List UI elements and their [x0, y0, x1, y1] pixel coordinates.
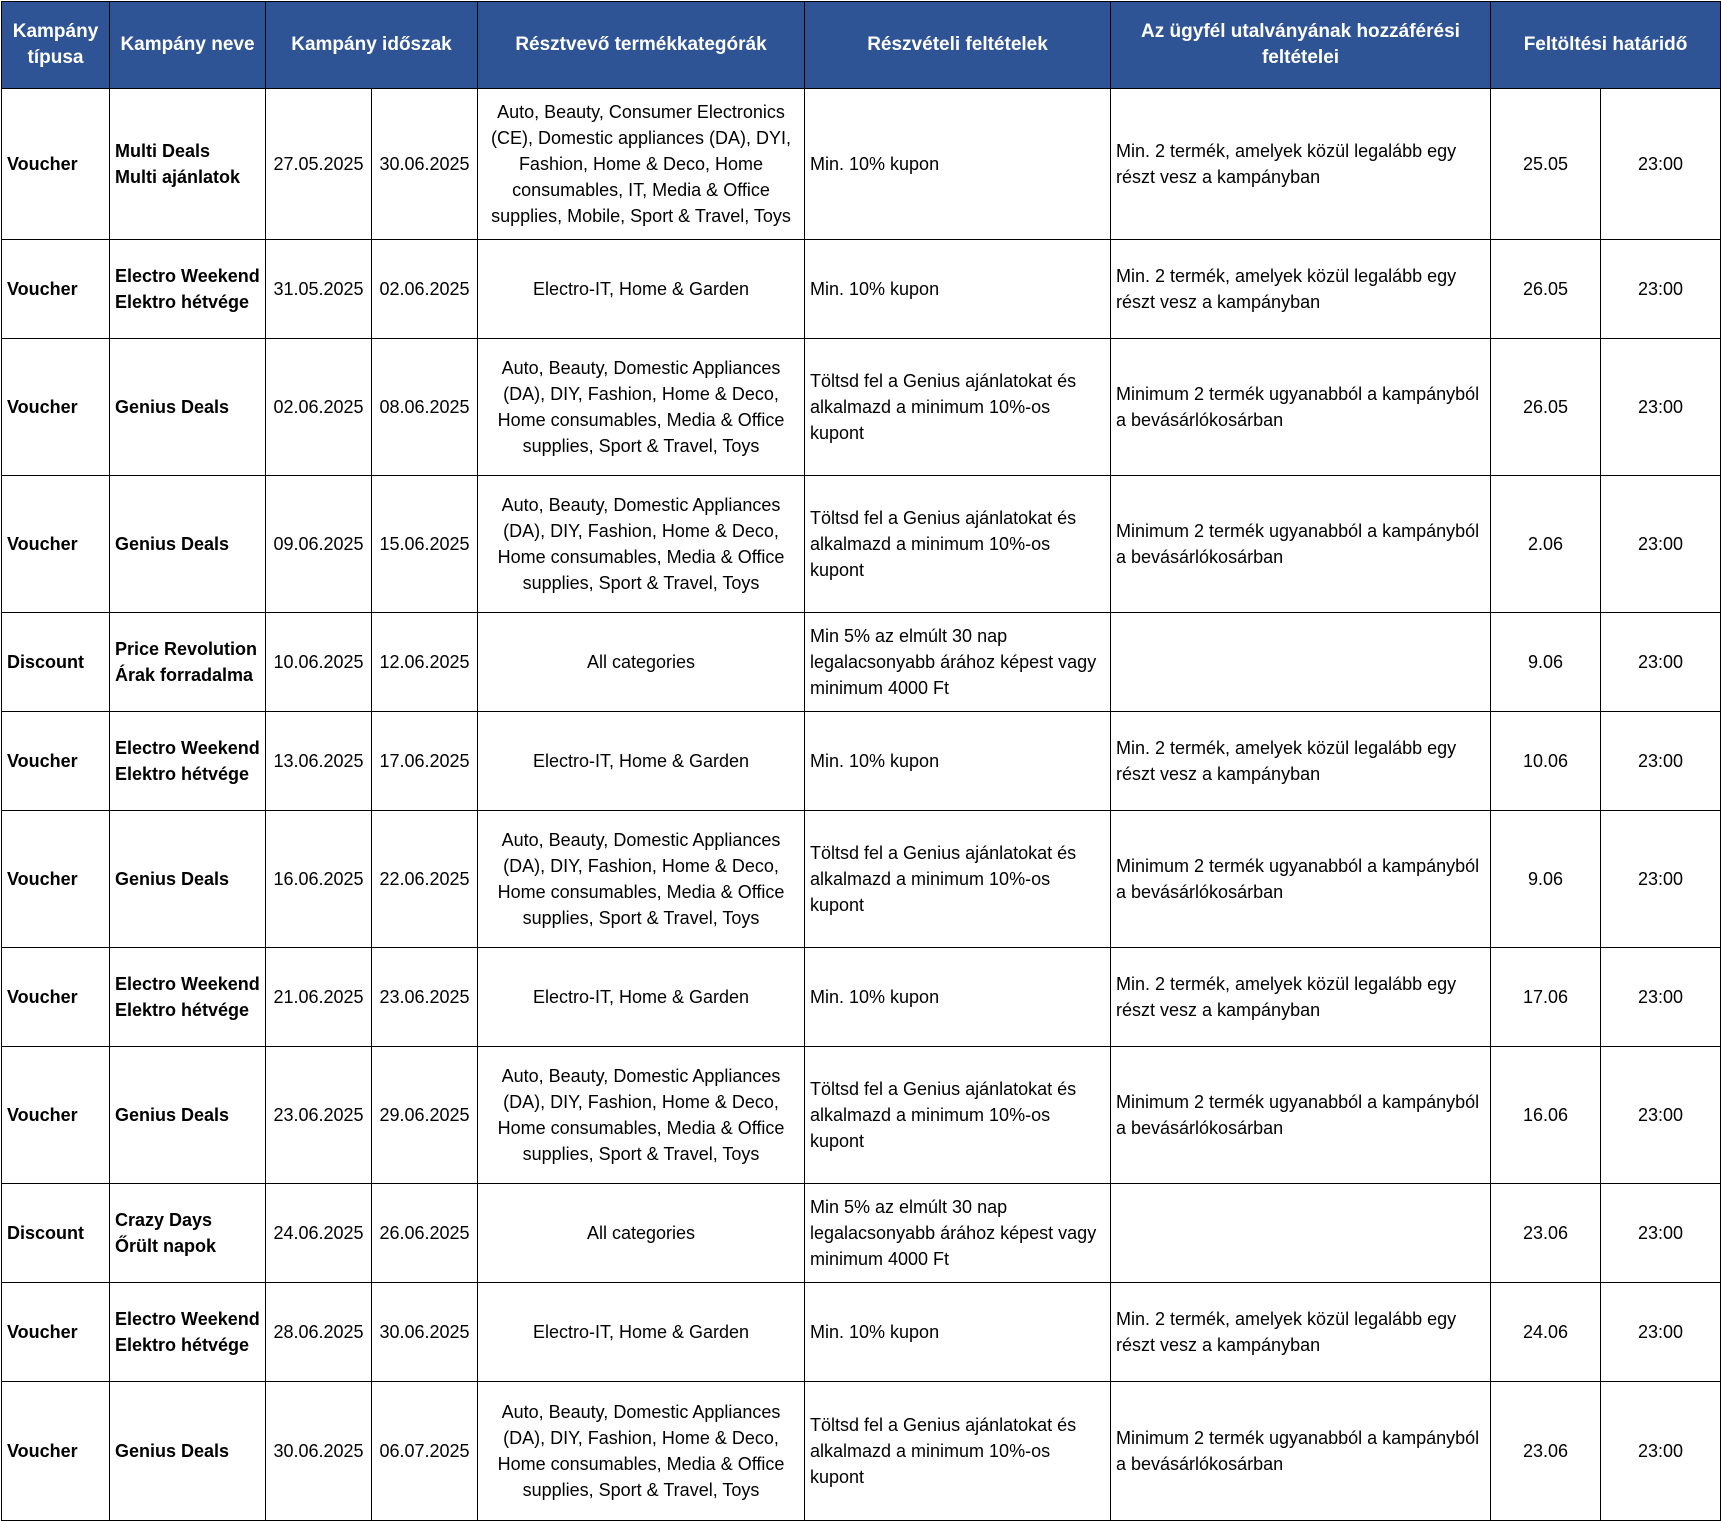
cell-access: Min. 2 termék, amelyek közül legalább egy részt vesz a kampányban: [1111, 240, 1491, 339]
table-row: [2, 1047, 1721, 1184]
cell-type: Voucher: [2, 89, 110, 240]
cell-deadline-time: 23:00: [1601, 240, 1721, 339]
cell-categories: Electro-IT, Home & Garden: [478, 712, 805, 811]
table-row: [2, 1184, 1721, 1283]
cell-type: Discount: [2, 1184, 110, 1283]
table-row: [2, 1283, 1721, 1382]
cell-start-date: 09.06.2025: [266, 476, 372, 613]
campaign-name-hu: Elektro hétvége: [115, 292, 250, 312]
cell-categories: Auto, Beauty, Domestic Appliances (DA), DIY, Fashion, Home & Deco, Home consumables, Media & Office supplies, Sport & Travel, Toys: [478, 476, 805, 613]
table-row: [2, 240, 1721, 339]
cell-access: Minimum 2 termék ugyanabból a kampányból a bevásárlókosárban: [1111, 339, 1491, 476]
cell-start-date: 24.06.2025: [266, 1184, 372, 1283]
campaign-name-hu: Őrült napok: [115, 1236, 217, 1256]
cell-end-date: 06.07.2025: [372, 1382, 478, 1521]
table-row: [2, 476, 1721, 613]
cell-deadline-date: 10.06: [1491, 712, 1601, 811]
cell-conditions: Min. 10% kupon: [805, 240, 1111, 339]
cell-categories: Auto, Beauty, Consumer Electronics (CE), Domestic appliances (DA), DYI, Fashion, Home & Deco, Home consumables, IT, Media & Office supplies, Mobile, Sport & Travel, Toys: [478, 89, 805, 240]
cell-end-date: 23.06.2025: [372, 948, 478, 1047]
cell-deadline-date: 2.06: [1491, 476, 1601, 613]
cell-categories: Auto, Beauty, Domestic Appliances (DA), DIY, Fashion, Home & Deco, Home consumables, Media & Office supplies, Sport & Travel, Toys: [478, 811, 805, 948]
cell-conditions: Min. 10% kupon: [805, 1283, 1111, 1382]
table-row: [2, 1382, 1721, 1521]
cell-deadline-time: 23:00: [1601, 811, 1721, 948]
cell-deadline-time: 23:00: [1601, 89, 1721, 240]
cell-access: Minimum 2 termék ugyanabból a kampányból a bevásárlókosárban: [1111, 476, 1491, 613]
cell-deadline-time: 23:00: [1601, 1283, 1721, 1382]
cell-access: Minimum 2 termék ugyanabból a kampányból a bevásárlókosárban: [1111, 811, 1491, 948]
campaign-name-hu: Elektro hétvége: [115, 1335, 250, 1355]
cell-categories: All categories: [478, 1184, 805, 1283]
cell-conditions: Min. 10% kupon: [805, 89, 1111, 240]
header-deadline: Feltöltési határidő: [1491, 2, 1721, 89]
table-row: [2, 948, 1721, 1047]
header-name: Kampány neve: [110, 2, 266, 89]
cell-end-date: 08.06.2025: [372, 339, 478, 476]
table-row: [2, 712, 1721, 811]
cell-deadline-date: 23.06: [1491, 1382, 1601, 1521]
cell-deadline-time: 23:00: [1601, 339, 1721, 476]
header-conditions: Részvételi feltételek: [805, 2, 1111, 89]
cell-type: Discount: [2, 613, 110, 712]
cell-conditions: Töltsd fel a Genius ajánlatokat és alkalmazd a minimum 10%-os kupont: [805, 1047, 1111, 1184]
cell-conditions: Min. 10% kupon: [805, 948, 1111, 1047]
cell-type: Voucher: [2, 712, 110, 811]
cell-name: [110, 1382, 266, 1521]
cell-access: Min. 2 termék, amelyek közül legalább egy részt vesz a kampányban: [1111, 948, 1491, 1047]
cell-type: Voucher: [2, 339, 110, 476]
campaign-name: Genius Deals: [115, 1105, 230, 1125]
cell-start-date: 23.06.2025: [266, 1047, 372, 1184]
cell-end-date: 15.06.2025: [372, 476, 478, 613]
cell-start-date: 10.06.2025: [266, 613, 372, 712]
cell-start-date: 27.05.2025: [266, 89, 372, 240]
campaign-name: Electro Weekend: [115, 974, 260, 994]
campaign-name: Genius Deals: [115, 869, 230, 889]
cell-name: [110, 339, 266, 476]
campaign-name: Crazy Days: [115, 1210, 213, 1230]
cell-conditions: Min 5% az elmúlt 30 nap legalacsonyabb árához képest vagy minimum 4000 Ft: [805, 613, 1111, 712]
cell-conditions: Töltsd fel a Genius ajánlatokat és alkalmazd a minimum 10%-os kupont: [805, 811, 1111, 948]
cell-access: Minimum 2 termék ugyanabból a kampányból a bevásárlókosárban: [1111, 1382, 1491, 1521]
cell-deadline-date: 23.06: [1491, 1184, 1601, 1283]
campaign-name: Electro Weekend: [115, 1309, 260, 1329]
cell-end-date: 30.06.2025: [372, 1283, 478, 1382]
cell-deadline-date: 24.06: [1491, 1283, 1601, 1382]
cell-deadline-date: 26.05: [1491, 240, 1601, 339]
cell-categories: Auto, Beauty, Domestic Appliances (DA), DIY, Fashion, Home & Deco, Home consumables, Media & Office supplies, Sport & Travel, Toys: [478, 339, 805, 476]
campaign-name: Electro Weekend: [115, 266, 260, 286]
cell-conditions: Min 5% az elmúlt 30 nap legalacsonyabb árához képest vagy minimum 4000 Ft: [805, 1184, 1111, 1283]
cell-categories: Electro-IT, Home & Garden: [478, 1283, 805, 1382]
cell-access: [1111, 1184, 1491, 1283]
cell-end-date: 12.06.2025: [372, 613, 478, 712]
campaign-name: Multi Deals: [115, 141, 211, 161]
cell-end-date: 26.06.2025: [372, 1184, 478, 1283]
cell-end-date: 22.06.2025: [372, 811, 478, 948]
cell-deadline-time: 23:00: [1601, 948, 1721, 1047]
cell-access: Min. 2 termék, amelyek közül legalább egy részt vesz a kampányban: [1111, 712, 1491, 811]
cell-start-date: 02.06.2025: [266, 339, 372, 476]
cell-end-date: 02.06.2025: [372, 240, 478, 339]
cell-conditions: Töltsd fel a Genius ajánlatokat és alkalmazd a minimum 10%-os kupont: [805, 476, 1111, 613]
cell-deadline-date: 9.06: [1491, 613, 1601, 712]
cell-access: Min. 2 termék, amelyek közül legalább egy részt vesz a kampányban: [1111, 1283, 1491, 1382]
cell-start-date: 21.06.2025: [266, 948, 372, 1047]
campaign-table: [1, 1, 1721, 1521]
campaign-name: Genius Deals: [115, 1441, 230, 1461]
campaign-name: Electro Weekend: [115, 738, 260, 758]
campaign-name: Genius Deals: [115, 397, 230, 417]
campaign-name-hu: Elektro hétvége: [115, 1000, 250, 1020]
cell-start-date: 30.06.2025: [266, 1382, 372, 1521]
cell-deadline-time: 23:00: [1601, 1382, 1721, 1521]
header-type: Kampány típusa: [2, 2, 110, 89]
cell-categories: Electro-IT, Home & Garden: [478, 948, 805, 1047]
cell-name: [110, 948, 266, 1047]
cell-deadline-date: 17.06: [1491, 948, 1601, 1047]
cell-name: [110, 712, 266, 811]
cell-type: Voucher: [2, 1382, 110, 1521]
table-row: [2, 89, 1721, 240]
cell-categories: Electro-IT, Home & Garden: [478, 240, 805, 339]
header-row: [2, 2, 1721, 89]
cell-end-date: 30.06.2025: [372, 89, 478, 240]
cell-end-date: 17.06.2025: [372, 712, 478, 811]
cell-start-date: 31.05.2025: [266, 240, 372, 339]
cell-deadline-time: 23:00: [1601, 1047, 1721, 1184]
table-row: [2, 613, 1721, 712]
cell-deadline-time: 23:00: [1601, 476, 1721, 613]
campaign-name: Genius Deals: [115, 534, 230, 554]
cell-type: Voucher: [2, 476, 110, 613]
cell-name: [110, 1184, 266, 1283]
cell-deadline-date: 26.05: [1491, 339, 1601, 476]
cell-name: [110, 89, 266, 240]
cell-deadline-time: 23:00: [1601, 1184, 1721, 1283]
cell-categories: Auto, Beauty, Domestic Appliances (DA), DIY, Fashion, Home & Deco, Home consumables, Media & Office supplies, Sport & Travel, Toys: [478, 1047, 805, 1184]
cell-type: Voucher: [2, 1283, 110, 1382]
cell-name: [110, 811, 266, 948]
cell-deadline-date: 9.06: [1491, 811, 1601, 948]
cell-name: [110, 1283, 266, 1382]
cell-conditions: Töltsd fel a Genius ajánlatokat és alkalmazd a minimum 10%-os kupont: [805, 339, 1111, 476]
cell-type: Voucher: [2, 1047, 110, 1184]
campaign-name: Price Revolution: [115, 639, 258, 659]
cell-name: [110, 1047, 266, 1184]
cell-access: [1111, 613, 1491, 712]
cell-deadline-date: 25.05: [1491, 89, 1601, 240]
cell-start-date: 16.06.2025: [266, 811, 372, 948]
cell-conditions: Min. 10% kupon: [805, 712, 1111, 811]
campaign-name-hu: Árak forradalma: [115, 665, 254, 685]
cell-type: Voucher: [2, 948, 110, 1047]
header-categories: Résztvevő termékkategórák: [478, 2, 805, 89]
cell-type: Voucher: [2, 240, 110, 339]
table-row: [2, 339, 1721, 476]
cell-name: [110, 613, 266, 712]
cell-end-date: 29.06.2025: [372, 1047, 478, 1184]
cell-deadline-time: 23:00: [1601, 613, 1721, 712]
cell-conditions: Töltsd fel a Genius ajánlatokat és alkalmazd a minimum 10%-os kupont: [805, 1382, 1111, 1521]
cell-start-date: 28.06.2025: [266, 1283, 372, 1382]
cell-start-date: 13.06.2025: [266, 712, 372, 811]
cell-categories: Auto, Beauty, Domestic Appliances (DA), DIY, Fashion, Home & Deco, Home consumables, Media & Office supplies, Sport & Travel, Toys: [478, 1382, 805, 1521]
cell-deadline-time: 23:00: [1601, 712, 1721, 811]
cell-deadline-date: 16.06: [1491, 1047, 1601, 1184]
table-row: [2, 811, 1721, 948]
cell-access: Minimum 2 termék ugyanabból a kampányból a bevásárlókosárban: [1111, 1047, 1491, 1184]
header-period: Kampány időszak: [266, 2, 478, 89]
header-access: Az ügyfél utalványának hozzáférési feltételei: [1111, 2, 1491, 89]
campaign-name-hu: Multi ajánlatok: [115, 167, 241, 187]
cell-type: Voucher: [2, 811, 110, 948]
cell-name: [110, 240, 266, 339]
cell-access: Min. 2 termék, amelyek közül legalább egy részt vesz a kampányban: [1111, 89, 1491, 240]
cell-categories: All categories: [478, 613, 805, 712]
cell-name: [110, 476, 266, 613]
campaign-name-hu: Elektro hétvége: [115, 764, 250, 784]
